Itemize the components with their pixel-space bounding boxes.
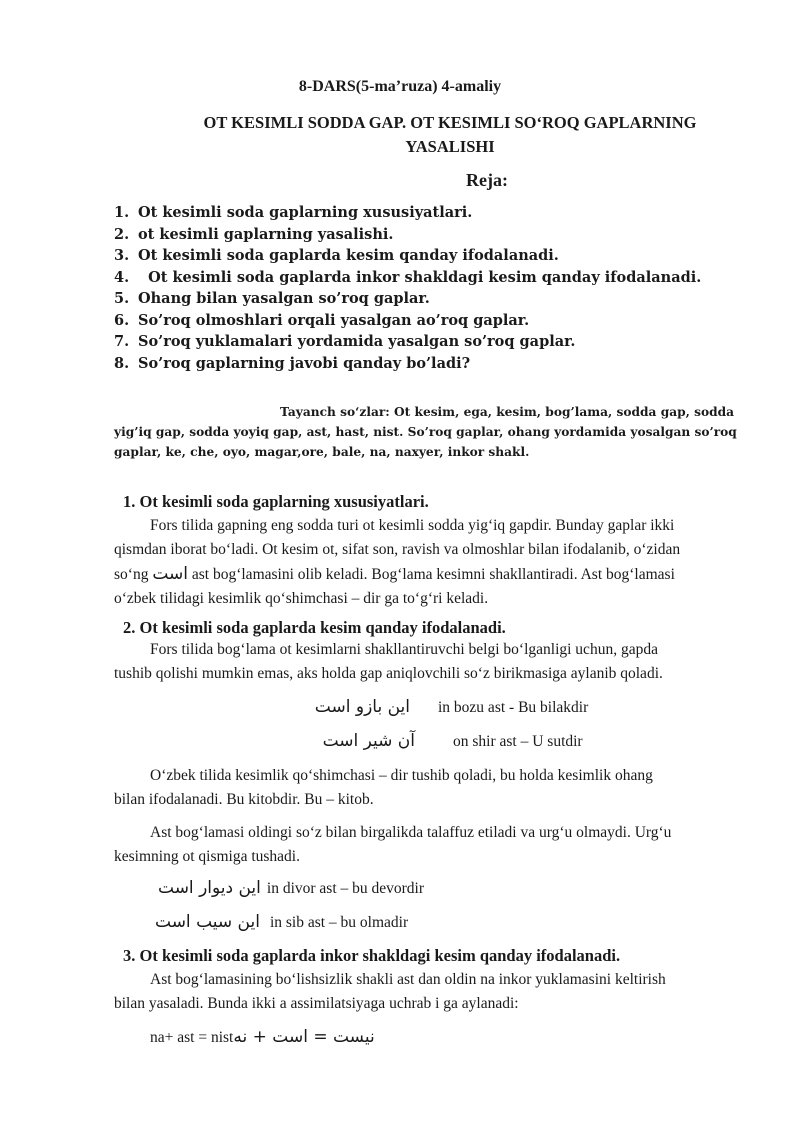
- plan-item: [114, 204, 472, 221]
- example-3-text: in divor ast – bu devordir: [266, 880, 425, 897]
- plan-item: [114, 269, 701, 286]
- plan-item: [114, 290, 430, 307]
- formula-latin: na+ ast = nist: [150, 1029, 234, 1046]
- keywords-block: [114, 402, 744, 462]
- lesson-title: 8-DARS(5-ma’ruza) 4-amaliy: [298, 78, 502, 95]
- plan-item-text: So’roq gaplarning javobi qanday bo’ladi?: [138, 354, 471, 372]
- example-3-arabic: این دیوار است: [158, 878, 261, 898]
- keywords-text: Tayanch so‘zlar: Ot kesim, ega, kesim, bog’lama, sodda gap, sodda: [280, 405, 735, 419]
- plan-item-text: Ot kesimli soda gaplarda kesim qanday ifodalanadi.: [138, 247, 559, 264]
- example-4-arabic: این سیب است: [155, 912, 260, 932]
- section3-line1-text: Ast bog‘lamasining bo‘lishsizlik shakli ast dan oldin na inkor yuklamasini keltirish: [150, 971, 666, 988]
- formula: [150, 1027, 375, 1047]
- plan-item-number: 8.: [114, 354, 130, 372]
- topic-title-line2: YASALISHI: [405, 137, 495, 156]
- plan-item: [114, 333, 575, 350]
- example-2-text: on shir ast – U sutdir: [453, 733, 583, 750]
- example-1: [280, 697, 588, 717]
- section3-line2: bilan yasaladi. Bunda ikki a assimilatsiyaga uchrab i ga aylanadi:: [114, 995, 519, 1012]
- section2-line3-text: O‘zbek tilida kesimlik qo‘shimchasi – dir tushib qoladi, bu holda kesimlik ohang: [150, 767, 653, 784]
- plan-item: [114, 247, 559, 264]
- section2-paragraph2: [114, 764, 742, 812]
- example-1-text: in bozu ast - Bu bilakdir: [438, 699, 589, 716]
- plan-item-text: Ot kesimli soda gaplarda inkor shakldagi kesim qanday ifodalanadi.: [138, 268, 702, 286]
- section1-line1-text: Fors tilida gapning eng sodda turi ot kesimli sodda yig‘iq gapdir. Bunday gaplar ikki: [150, 517, 675, 534]
- plan-item: [114, 226, 393, 243]
- section1-heading: 1. Ot kesimli soda gaplarning xususiyatlari.: [123, 492, 429, 511]
- plan-item-text: Ohang bilan yasalgan so’roq gaplar.: [138, 290, 430, 307]
- plan-item-number: 3.: [114, 247, 130, 264]
- section2-line5-text: Ast bog‘lamasi oldingi so‘z bilan birgalikda talaffuz etiladi va urg‘u olmaydi. Urg‘u: [150, 824, 672, 841]
- plan-item-text: ot kesimli gaplarning yasalishi.: [138, 225, 394, 243]
- section2-line6: kesimning ot qismiga tushadi.: [114, 848, 300, 865]
- example-2: [305, 731, 583, 751]
- plan-item-text: Ot kesimli soda gaplarning xususiyatlari.: [138, 204, 473, 221]
- topic-title: [150, 111, 750, 159]
- example-4: [155, 912, 408, 932]
- plan-item-number: 1.: [114, 204, 130, 221]
- section1-line1: [114, 514, 742, 538]
- section2-line1: [114, 638, 742, 662]
- section3-heading: 3. Ot kesimli soda gaplarda inkor shakldagi kesim qanday ifodalanadi.: [123, 946, 621, 965]
- plan-item-number: 6.: [114, 311, 130, 329]
- section3-paragraph: [114, 968, 742, 1016]
- plan-item: [114, 355, 470, 372]
- formula-arabic: نیست = است + نه: [233, 1027, 375, 1047]
- section1-line3-end: ast bog‘lamasini olib keladi. Bog‘lama kesimni shakllantiradi. Ast bog‘lamasi: [188, 566, 675, 583]
- example-2-arabic: آن شیر است: [322, 731, 415, 751]
- section2-line5: [114, 821, 742, 845]
- plan-item-number: 7.: [114, 333, 130, 350]
- section1-line4: o‘zbek tilidagi kesimlik qo‘shimchasi – dir ga to‘g‘ri keladi.: [114, 590, 489, 607]
- example-3: [158, 878, 424, 898]
- keywords-line3: gaplar, ke, che, oyo, magar,ore, bale, na, naxyer, inkor shakl.: [114, 445, 530, 459]
- plan-item-number: 2.: [114, 225, 130, 243]
- arabic-ast: است: [152, 564, 188, 584]
- keywords-line1: [114, 402, 744, 422]
- plan-item: [114, 312, 529, 329]
- plan-item-number: 4.: [114, 268, 130, 286]
- plan-item-number: 5.: [114, 290, 130, 307]
- section2-line3: [114, 764, 742, 788]
- section3-line1: [114, 968, 742, 992]
- plan-item-text: So’roq yuklamalari yordamida yasalgan so’roq gaplar.: [138, 333, 576, 350]
- plan-item-text: So’roq olmoshlari orqali yasalgan ao’roq gaplar.: [138, 311, 530, 329]
- section1-line2: qismdan iborat bo‘ladi. Ot kesim ot, sifat son, ravish va olmoshlar bilan ifodalanib, o‘zidan: [114, 541, 681, 558]
- keywords-line2: yig’iq gap, sodda yoyiq gap, ast, hast, nist. So’roq gaplar, ohang yordamida yosalgan so’roq: [114, 425, 737, 439]
- section1-paragraph: [114, 514, 742, 611]
- section2-line1-text: Fors tilida bog‘lama ot kesimlarni shakllantiruvchi belgi bo‘lganligi uchun, gapda: [150, 641, 658, 658]
- section1-line3-start: so‘ng: [114, 566, 153, 583]
- example-4-text: in sib ast – bu olmadir: [269, 914, 409, 931]
- section2-paragraph3: [114, 821, 742, 869]
- section2-paragraph1: [114, 638, 742, 686]
- topic-title-line1: OT KESIMLI SODDA GAP. OT KESIMLI SO‘ROQ GAPLARNING: [203, 113, 697, 132]
- section1-line3: [114, 562, 742, 587]
- section2-heading: 2. Ot kesimli soda gaplarda kesim qanday ifodalanadi.: [123, 618, 506, 637]
- example-1-arabic: این بازو است: [314, 697, 410, 717]
- section2-line4: bilan ifodalanadi. Bu kitobdir. Bu – kitob.: [114, 791, 374, 808]
- section2-line2: tushib qolishi mumkin emas, aks holda gap aniqlovchili so‘z birikmasiga aylanib qoladi.: [114, 665, 663, 682]
- plan-label: Reja:: [466, 170, 508, 190]
